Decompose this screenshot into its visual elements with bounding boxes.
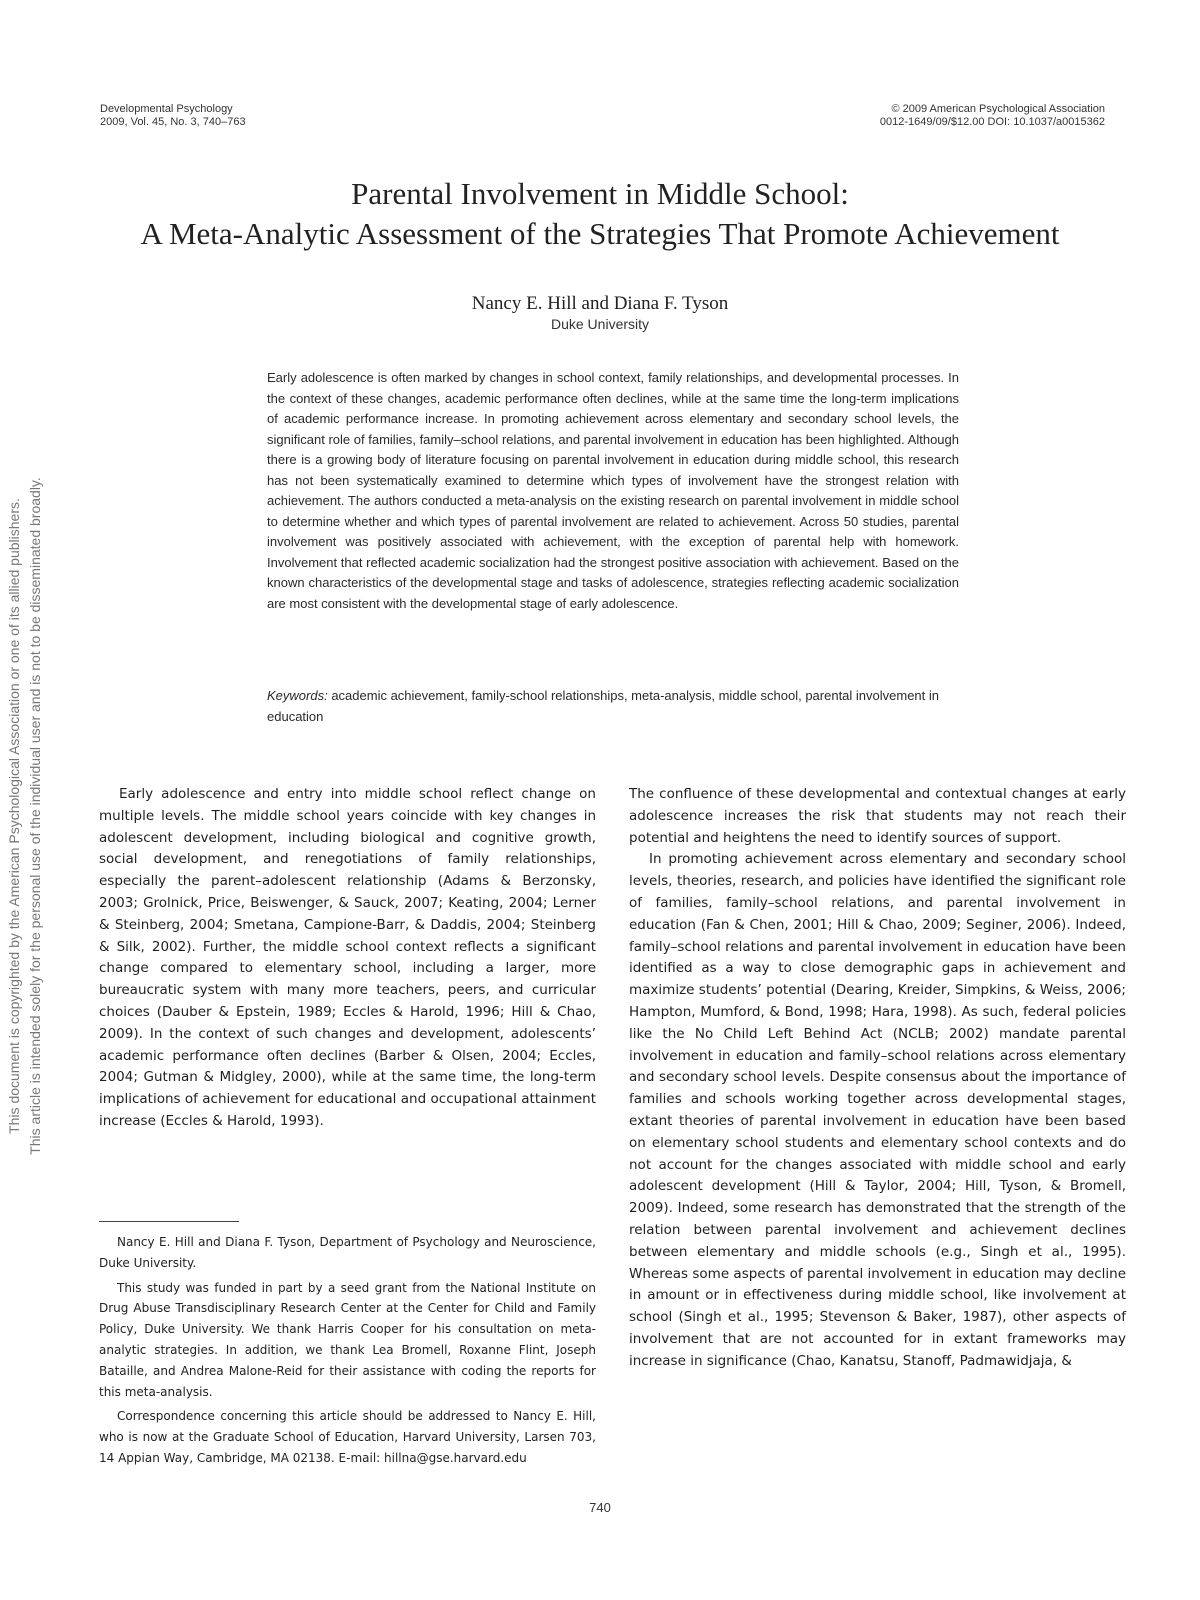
- body-column-left: [99, 784, 596, 1133]
- copyright-watermark: [4, 456, 46, 1176]
- journal-name: Developmental Psychology: [100, 103, 233, 115]
- title-line-2: A Meta-Analytic Assessment of the Strategies That Promote Achievement: [140, 216, 1060, 251]
- journal-header: [100, 103, 246, 129]
- keywords-text: academic achievement, family-school relationships, meta-analysis, middle school, parental involvement in education: [267, 688, 940, 724]
- footnote-divider: [99, 1221, 239, 1222]
- author-affiliation: Duke University: [550, 316, 650, 332]
- watermark-line-1: This document is copyrighted by the American Psychological Association or one of its allied publishers.: [6, 498, 22, 1134]
- journal-citation: 2009, Vol. 45, No. 3, 740–763: [100, 116, 246, 128]
- abstract: Early adolescence is often marked by changes in school context, family relationships, and developmental processes. In the context of these changes, academic performance often declines, while at the same time the long-term implications of academic performance increase. In promoting achievement across elementary and secondary school levels, the significant role of families, family–school relations, and parental involvement in education has been highlighted. Although there is a growing body of literature focusing on parental involvement in education during middle school, this research has not been systematically examined to determine which types of involvement have the strongest relation with achievement. The authors conducted a meta-analysis on the existing research on parental involvement in middle school to determine whether and which types of parental involvement are related to achievement. Across 50 studies, parental involvement was positively associated with achievement, with the exception of parental help with homework. Involvement that reflected academic socialization had the strongest positive association with achievement. Based on the known characteristics of the developmental stage and tasks of adolescence, strategies reflecting academic socialization are most consistent with the developmental stage of early adolescence.: [267, 370, 959, 611]
- body-paragraph: Early adolescence and entry into middle school reflect change on multiple levels. The middle school years coincide with key changes in adolescent development, including biological and cognitive growth, social development, and renegotiations of family relationships, especially the parent–adolescent relationship (Adams & Berzonsky, 2003; Grolnick, Price, Beiswenger, & Sauck, 2007; Keating, 2004; Lerner & Steinberg, 2004; Smetana, Campione-Barr, & Daddis, 2004; Steinberg & Silk, 2002). Further, the middle school context reflects a significant change compared to elementary school, including a larger, more bureaucratic system with many more teachers, peers, and curricular choices (Dauber & Epstein, 1989; Eccles & Harold, 1996; Hill & Chao, 2009). In the context of such changes and development, adolescents’ academic performance often declines (Barber & Olsen, 2004; Eccles, 2004; Gutman & Midgley, 2000), while at the same time, the long-term implications of achievement for educational and occupational attainment increase (Eccles & Harold, 1993).: [99, 786, 596, 1129]
- page-number: 740: [589, 1500, 611, 1515]
- keywords-label: Keywords:: [267, 688, 328, 703]
- issn-doi: 0012-1649/09/$12.00 DOI: 10.1037/a0015362: [879, 116, 1105, 128]
- author-names: Nancy E. Hill and Diana F. Tyson: [471, 293, 729, 314]
- copyright-header: [880, 103, 1105, 129]
- keywords: [267, 686, 959, 727]
- footnote-funding: This study was funded in part by a seed grant from the National Institute on Drug Abuse Transdisciplinary Research Center at the Center for Child and Family Policy, Duke University. We thank Harris Cooper for his consultation on meta-analytic strategies. In addition, we thank Lea Bromell, Roxanne Flint, Joseph Bataille, and Andrea Malone-Reid for their assistance with coding the reports for this meta-analysis.: [99, 1280, 596, 1399]
- author-note: [99, 1232, 596, 1473]
- footnote-correspondence: Correspondence concerning this article should be addressed to Nancy E. Hill, who is now at the Graduate School of Education, Harvard University, Larsen 703, 14 Appian Way, Cambridge, MA 02138. E-mail: hillna@gse.harvard.edu: [99, 1409, 596, 1465]
- copyright-notice: © 2009 American Psychological Association: [891, 103, 1105, 115]
- body-paragraph: In promoting achievement across elementary and secondary school levels, theories, research, and policies have identified the significant role of families, family–school relations, and parental involvement in education (Fan & Chen, 2001; Hill & Chao, 2009; Seginer, 2006). Indeed, family–school relations and parental involvement in education have been identified as a way to close demographic gaps in achievement and maximize students’ potential (Dearing, Kreider, Simpkins, & Weiss, 2006; Hampton, Mumford, & Bond, 1998; Hara, 1998). As such, federal policies like the No Child Left Behind Act (NCLB; 2002) mandate parental involvement in education and family–school relations across elementary and secondary school levels. Despite consensus about the importance of families and schools working together across developmental stages, extant theories of parental involvement in education have been based on elementary school students and elementary school contexts and do not account for the changes associated with middle school and early adolescent development (Hill & Taylor, 2004; Hill, Tyson, & Bromell, 2009). Indeed, some research has demonstrated that the strength of the relation between parental involvement and achievement declines between elementary and middle schools (e.g., Singh et al., 1995). Whereas some aspects of parental involvement in education may decline in amount or in effectiveness during middle school, like involvement at school (Singh et al., 1995; Stevenson & Baker, 1987), other aspects of involvement that are not accounted for in extant frameworks may increase in significance (Chao, Kanatsu, Stanoff, Padmawidjaja, &: [629, 851, 1126, 1369]
- body-column-right: [629, 784, 1126, 1373]
- title-line-1: Parental Involvement in Middle School:: [351, 176, 849, 211]
- body-paragraph: The confluence of these developmental and contextual changes at early adolescence increases the risk that students may not reach their potential and heightens the need to identify sources of support.: [629, 786, 1126, 846]
- footnote-affiliation: Nancy E. Hill and Diana F. Tyson, Department of Psychology and Neuroscience, Duke University.: [99, 1235, 596, 1270]
- article-title: [60, 174, 1140, 254]
- watermark-line-2: This article is intended solely for the personal use of the individual user and is not to be disseminated broadly.: [27, 477, 43, 1155]
